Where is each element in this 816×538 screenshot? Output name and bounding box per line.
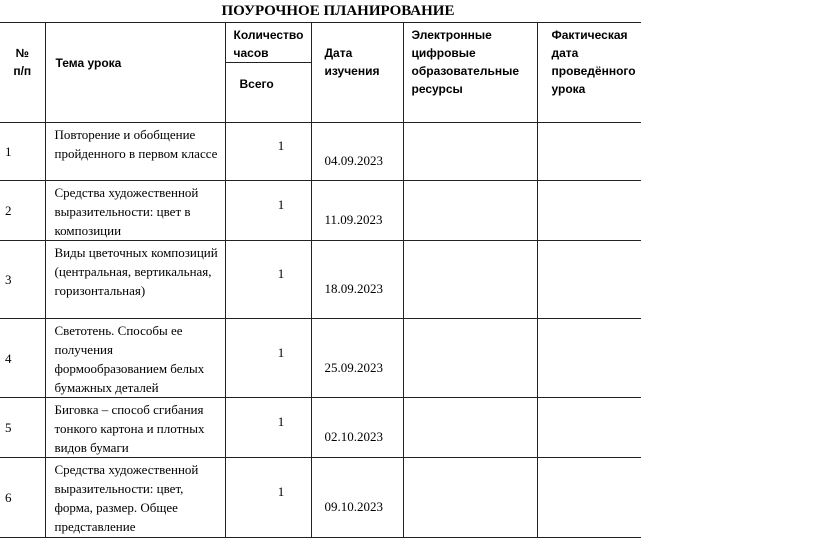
row-fact-date [537, 241, 641, 319]
header-hours: Количество часов [225, 23, 311, 63]
row-hours: 1 [225, 241, 311, 319]
row-topic: Биговка – способ сгибания тонкого картона и плотных видов бумаги [45, 398, 225, 458]
row-topic: Повторение и обобщение пройденного в первом классе [45, 123, 225, 181]
row-fact-date [537, 181, 641, 241]
table-row [0, 398, 641, 458]
header-fact-date: Фактическая дата проведённого урока [537, 23, 641, 123]
row-num: 4 [0, 319, 45, 398]
row-date: 02.10.2023 [311, 398, 403, 458]
header-num: № п/п [0, 23, 45, 123]
row-num: 2 [0, 181, 45, 241]
row-topic: Виды цветочных композиций (центральная, вертикальная, горизонтальная) [45, 241, 225, 319]
page-title: ПОУРОЧНОЕ ПЛАНИРОВАНИЕ [221, 3, 455, 19]
row-num: 6 [0, 458, 45, 538]
row-num: 1 [0, 123, 45, 181]
row-resources [403, 398, 537, 458]
row-fact-date [537, 458, 641, 538]
row-hours: 1 [225, 398, 311, 458]
table-row [0, 123, 641, 181]
row-date: 18.09.2023 [311, 241, 403, 319]
row-resources [403, 123, 537, 181]
table-row [0, 319, 641, 398]
row-date: 09.10.2023 [311, 458, 403, 538]
row-fact-date [537, 319, 641, 398]
row-resources [403, 241, 537, 319]
table-row [0, 241, 641, 319]
row-topic: Средства художественной выразительности: цвет, форма, размер. Общее представление [45, 458, 225, 538]
lesson-plan-table [0, 22, 641, 538]
row-num: 5 [0, 398, 45, 458]
row-resources [403, 319, 537, 398]
header-topic: Тема урока [45, 23, 225, 123]
table-row [0, 181, 641, 241]
row-topic: Светотень. Способы ее получения формообразованием белых бумажных деталей [45, 319, 225, 398]
header-resources: Электронные цифровые образовательные ресурсы [403, 23, 537, 123]
row-hours: 1 [225, 123, 311, 181]
row-hours: 1 [225, 458, 311, 538]
row-date: 04.09.2023 [311, 123, 403, 181]
row-num: 3 [0, 241, 45, 319]
table-row [0, 458, 641, 538]
header-row [0, 23, 641, 63]
row-fact-date [537, 398, 641, 458]
row-date: 11.09.2023 [311, 181, 403, 241]
row-resources [403, 458, 537, 538]
row-date: 25.09.2023 [311, 319, 403, 398]
row-hours: 1 [225, 181, 311, 241]
row-fact-date [537, 123, 641, 181]
row-topic: Средства художественной выразительности: цвет в композиции [45, 181, 225, 241]
row-resources [403, 181, 537, 241]
row-hours: 1 [225, 319, 311, 398]
header-total: Всего [225, 63, 311, 123]
header-date: Дата изучения [311, 23, 403, 123]
